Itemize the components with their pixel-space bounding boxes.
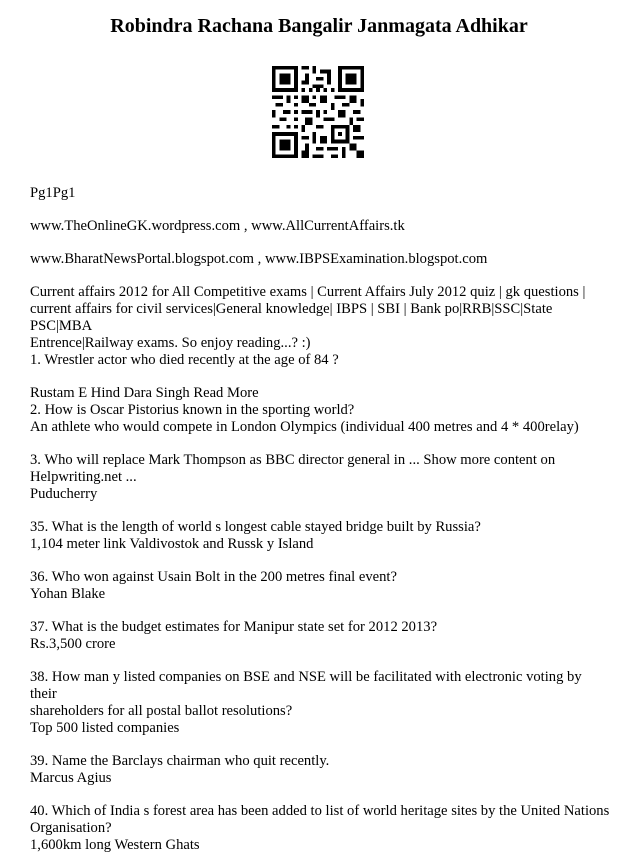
answer-2: An athlete who would compete in London Olympics (individual 400 metres and 4 * 400relay) [30,419,579,435]
question-3-line-2: Helpwriting.net ... [30,469,137,485]
answer-37: Rs.3,500 crore [30,636,116,652]
question-39: 39. Name the Barclays chairman who quit recently. [30,753,330,769]
question-3-line-1: 3. Who will replace Mark Thompson as BBC director general in ... Show more content on [30,452,556,468]
intro-line-2: current affairs for civil services|General knowledge| IBPS | SBI | Bank po|RRB|SSC|State PSC|MBA [30,301,553,334]
question-35: 35. What is the length of world s longest cable stayed bridge built by Russia? [30,519,481,535]
answer-39: Marcus Agius [30,770,112,786]
page-label: Pg1Pg1 [30,185,76,201]
document-body [30,185,610,854]
question-37: 37. What is the budget estimates for Manipur state set for 2012 2013? [30,619,438,635]
question-40-line-1: 40. Which of India s forest area has been added to list of world heritage sites by the United Nations [30,803,610,819]
answer-3: Puducherry [30,486,98,502]
answer-36: Yohan Blake [30,586,106,602]
intro-line-1: Current affairs 2012 for All Competitive exams | Current Affairs July 2012 quiz | gk questions | [30,284,586,300]
question-40-line-2: Organisation? [30,820,112,836]
question-36: 36. Who won against Usain Bolt in the 200 metres final event? [30,569,397,585]
answer-1: Rustam E Hind Dara Singh Read More [30,385,259,401]
answer-38: Top 500 listed companies [30,720,180,736]
question-2: 2. How is Oscar Pistorius known in the sporting world? [30,402,355,418]
question-1: 1. Wrestler actor who died recently at the age of 84 ? [30,352,339,368]
qr-code-icon [272,66,364,158]
website-links-line-2: www.BharatNewsPortal.blogspot.com , www.IBPSExamination.blogspot.com [30,251,488,267]
intro-line-3: Entrence|Railway exams. So enjoy reading...? :) [30,335,311,351]
question-38-line-1: 38. How man y listed companies on BSE and NSE will be facilitated with electronic voting by their [30,669,582,702]
answer-35: 1,104 meter link Valdivostok and Russk y Island [30,536,314,552]
question-38-line-2: shareholders for all postal ballot resolutions? [30,703,293,719]
answer-40: 1,600km long Western Ghats [30,837,200,853]
document-title: Robindra Rachana Bangalir Janmagata Adhikar [110,15,528,37]
website-links-line-1: www.TheOnlineGK.wordpress.com , www.AllCurrentAffairs.tk [30,218,405,234]
